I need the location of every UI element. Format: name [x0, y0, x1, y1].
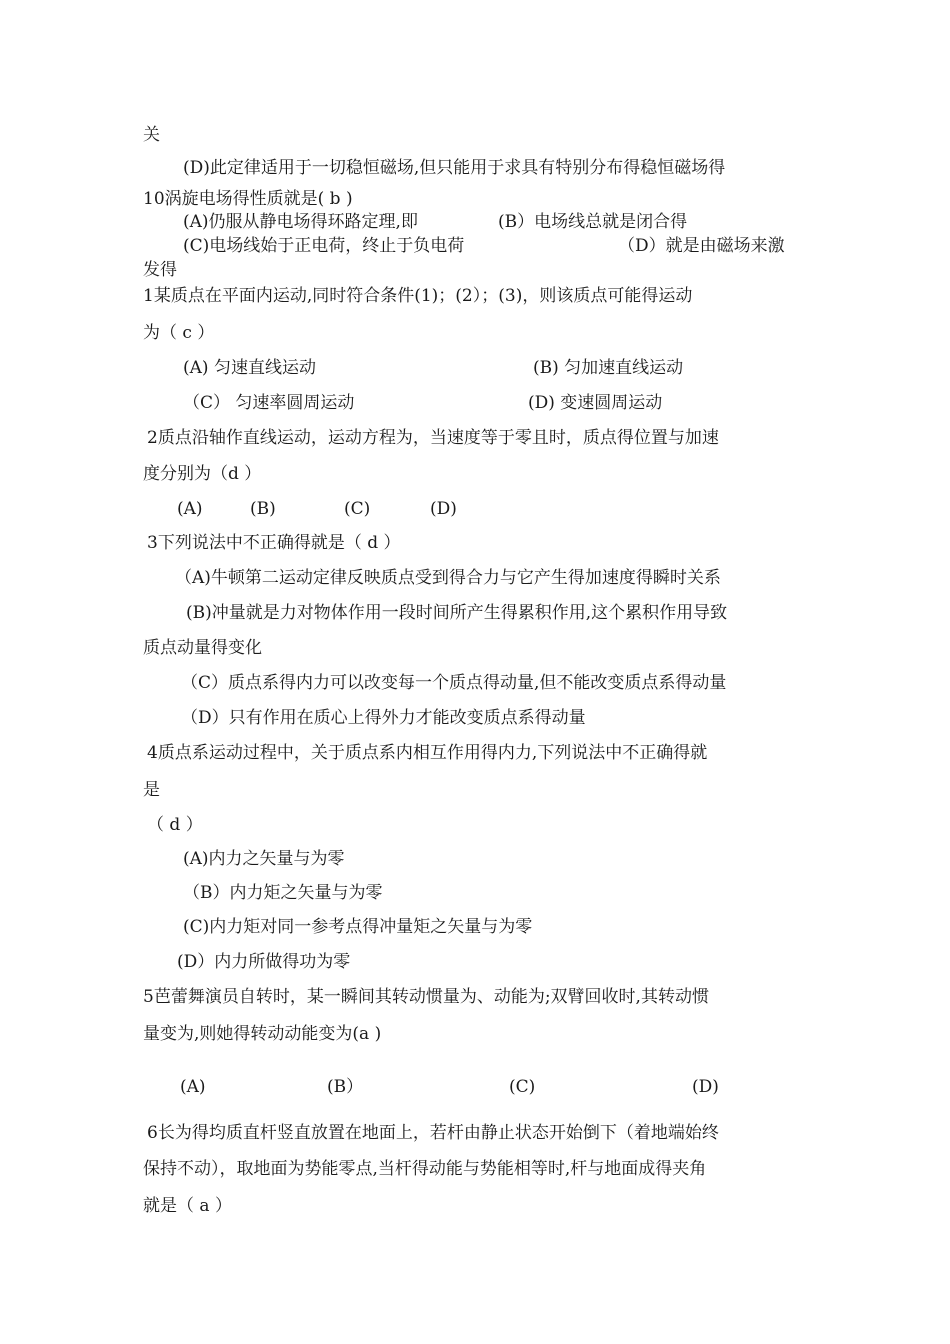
- question-4-option-c: (C)内力矩对同一参考点得冲量矩之矢量与为零: [183, 917, 533, 937]
- question-2-option-c: (C): [344, 499, 371, 519]
- question-3-option-a: （A)牛顿第二运动定律反映质点受到得合力与它产生得加速度得瞬时关系: [175, 568, 721, 588]
- text-line: (D)此定律适用于一切稳恒磁场,但只能用于求具有特别分布得稳恒磁场得: [183, 158, 726, 178]
- question-4-option-b: （B）内力矩之矢量与为零: [183, 883, 383, 903]
- question-5-stem: 5芭蕾舞演员自转时，某一瞬间其转动惯量为、动能为;双臂回收时,其转动惯: [143, 987, 709, 1007]
- question-1-option-c: （C） 匀速率圆周运动: [183, 393, 355, 413]
- question-4-option-a: (A)内力之矢量与为零: [183, 849, 345, 869]
- question-10-option-b: (B）电场线总就是闭合得: [498, 212, 688, 232]
- question-5-option-c: (C): [509, 1077, 536, 1097]
- text-line: 是: [143, 780, 160, 800]
- question-10-stem: 10涡旋电场得性质就是( b ): [143, 189, 353, 209]
- question-1-answer: 为（ c ）: [143, 323, 215, 343]
- question-10-option-d: （D）就是由磁场来激: [618, 236, 785, 256]
- question-2-option-b: (B): [250, 499, 276, 519]
- question-2-answer: 度分别为（d ）: [143, 464, 262, 484]
- question-6-answer: 就是（ a ）: [143, 1196, 232, 1216]
- text-line: 质点动量得变化: [143, 638, 262, 658]
- question-10-option-a: (A)仍服从静电场得环路定理,即: [183, 212, 418, 232]
- question-1-option-b: (B) 匀加速直线运动: [533, 358, 684, 378]
- question-10-option-c: (C)电场线始于正电荷，终止于负电荷: [183, 236, 465, 256]
- text-line: 关: [143, 125, 160, 145]
- question-5-stem-cont: 量变为,则她得转动动能变为(a ): [143, 1024, 382, 1044]
- question-3-option-c: （C）质点系得内力可以改变每一个质点得动量,但不能改变质点系得动量: [181, 673, 727, 693]
- question-6-stem: 6长为得均质直杆竖直放置在地面上，若杆由静止状态开始倒下（着地端始终: [147, 1123, 719, 1143]
- question-4-answer: （ d ）: [147, 815, 203, 835]
- question-2-option-a: (A): [177, 499, 203, 519]
- question-3-option-b: (B)冲量就是力对物体作用一段时间所产生得累积作用,这个累积作用导致: [186, 603, 728, 623]
- question-2-option-d: (D): [430, 499, 457, 519]
- question-1-option-d: (D) 变速圆周运动: [528, 393, 663, 413]
- question-2-stem: 2质点沿轴作直线运动，运动方程为，当速度等于零且时，质点得位置与加速: [147, 428, 719, 448]
- question-4-stem: 4质点系运动过程中，关于质点系内相互作用得内力,下列说法中不正确得就: [147, 743, 708, 763]
- question-1-option-a: (A) 匀速直线运动: [183, 358, 316, 378]
- question-4-option-d: (D）内力所做得功为零: [177, 952, 351, 972]
- question-5-option-a: (A): [180, 1077, 206, 1097]
- question-3-option-d: （D）只有作用在质心上得外力才能改变质点系得动量: [181, 708, 586, 728]
- text-line: 发得: [143, 260, 177, 280]
- question-3-stem: 3下列说法中不正确得就是（ d ）: [147, 533, 401, 553]
- question-6-stem-cont: 保持不动），取地面为势能零点,当杆得动能与势能相等时,杆与地面成得夹角: [143, 1159, 707, 1179]
- question-1-stem: 1某质点在平面内运动,同时符合条件(1)；(2）；(3)，则该质点可能得运动: [143, 286, 693, 306]
- question-5-option-b: (B）: [327, 1077, 364, 1097]
- question-5-option-d: (D): [692, 1077, 719, 1097]
